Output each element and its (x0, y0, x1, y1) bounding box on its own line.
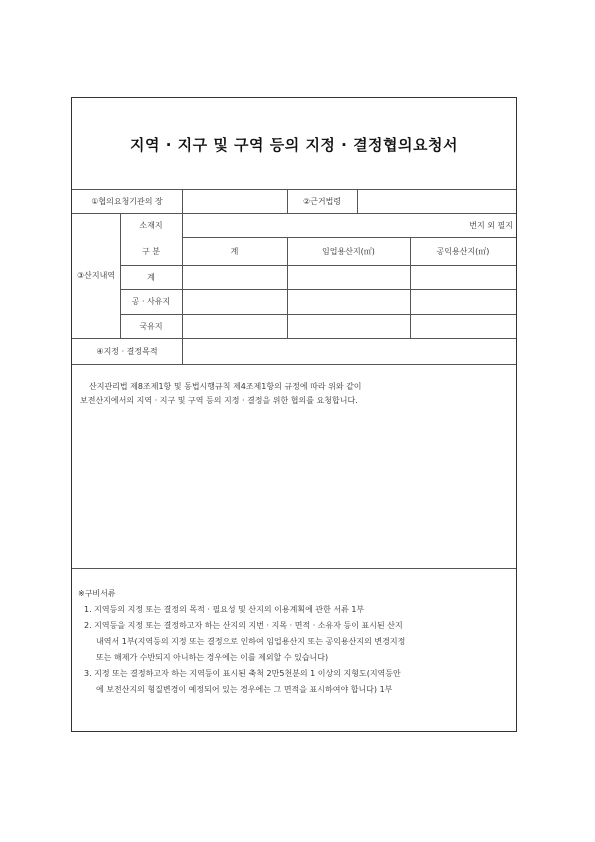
note-item: 3. 지정 또는 결정하고자 하는 지역등이 표시된 축척 2만5천분의 1 이상의 지형도(지역등안 (84, 669, 401, 678)
row-label-total: 계 (147, 272, 155, 282)
requester-label: ①협의요청기관의 장 (91, 196, 163, 206)
purpose-field[interactable] (183, 338, 516, 364)
note-item-continued: 에 보전산지의 형질변경이 예정되어 있는 경우에는 그 면적을 표시하여야 합니다) 1부 (96, 685, 393, 694)
requester-field[interactable] (183, 189, 287, 213)
public-area-header: 공익용산지(㎡) (436, 246, 490, 256)
location-suffix: 번지 외 필지 (469, 220, 513, 230)
location-field[interactable] (183, 213, 516, 237)
note-item: 1. 지역등의 지정 또는 결정의 목적 · 필요성 및 산지의 이용계획에 관한 서류 1부 (84, 605, 365, 614)
request-statement (80, 380, 510, 408)
note-item-continued: 또는 해제가 수반되지 아니하는 경우에는 이를 제외할 수 있습니다) (96, 653, 329, 662)
forest-details-label: ③산지내역 (76, 271, 116, 280)
purpose-label: ④지정 · 결정목적 (96, 346, 158, 356)
required-documents (78, 586, 514, 698)
title-area (72, 98, 516, 189)
page-title: 지역 · 지구 및 구역 등의 지정 · 결정협의요청서 (130, 136, 458, 154)
row-label-public-private: 공 · 사유지 (131, 297, 171, 306)
basis-law-field[interactable] (358, 189, 516, 213)
notes-heading: ※구비서류 (78, 589, 116, 598)
forestry-area-header: 임업용산지(㎡) (322, 246, 375, 256)
statement-line: 산지관리법 제8조제1항 및 동법시행규칙 제4조제1항의 규정에 따라 위와 같이 (89, 382, 362, 391)
divider (72, 568, 516, 569)
basis-law-label: ②근거법령 (302, 196, 342, 206)
divider (72, 364, 516, 365)
statement-line: 보전산지에서의 지역 · 지구 및 구역 등의 지정 · 결정을 위한 협의를 요청합니다. (80, 396, 358, 405)
note-item-continued: 내역서 1부(지역등의 지정 또는 결정으로 인하여 임업용산지 또는 공익용산지의 변경지정 (96, 637, 406, 646)
request-form (71, 97, 517, 732)
location-label: 소재지 (139, 220, 163, 230)
row-label-national: 국유지 (139, 321, 163, 331)
total-header: 계 (230, 246, 239, 256)
note-item: 2. 지역등을 지정 또는 결정하고자 하는 산지의 지번 · 지목 · 면적 · 소유자 등이 표시된 산지 (84, 621, 403, 630)
category-header: 구 분 (142, 246, 160, 256)
